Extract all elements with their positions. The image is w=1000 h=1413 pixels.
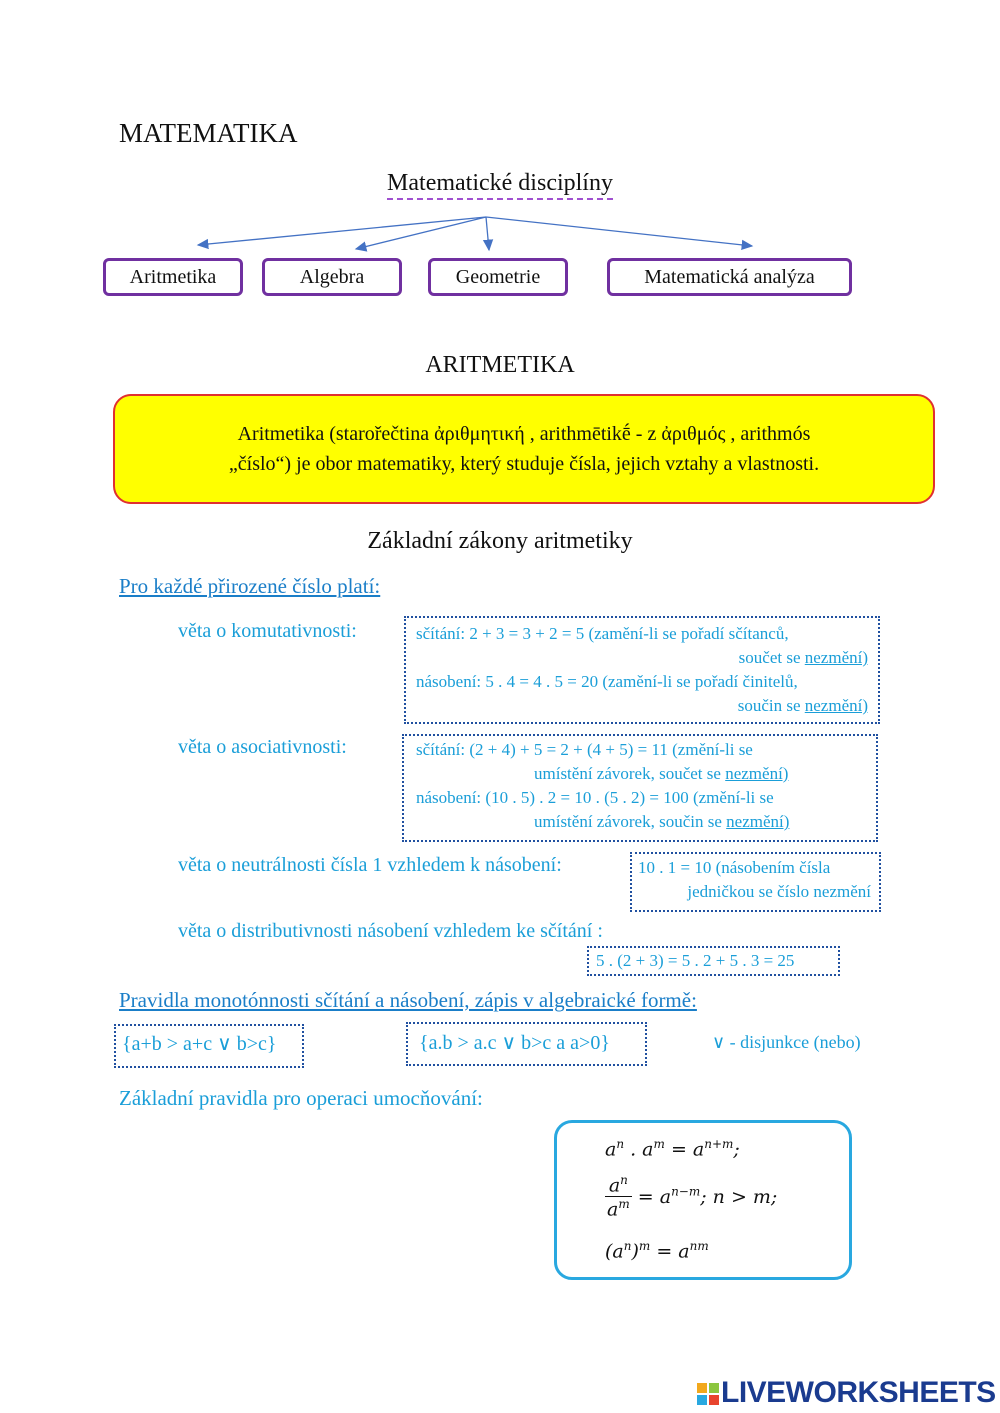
arrow-aritmetika bbox=[198, 217, 486, 245]
powers-formula-box bbox=[554, 1120, 852, 1280]
arrow-algebra bbox=[356, 217, 486, 249]
arrow-geometrie bbox=[486, 217, 489, 250]
distributivnost-label: věta o distributivnosti násobení vzhledem ke sčítání : bbox=[178, 920, 603, 942]
page-title: MATEMATIKA bbox=[119, 118, 298, 148]
aritmetika-title: ARITMETIKA bbox=[425, 352, 575, 378]
arrow-analyza bbox=[486, 217, 752, 246]
neutralnost-label: věta o neutrálnosti čísla 1 vzhledem k násobení: bbox=[178, 854, 562, 876]
liveworksheets-logo: LIVEWORKSHEETS bbox=[697, 1376, 996, 1410]
powers-title: Základní pravidla pro operaci umocňování: bbox=[119, 1086, 483, 1110]
formula-power-rule: $(a^n)^m = a^{nm}$ bbox=[605, 1239, 709, 1263]
disjunkce-note: ∨ - disjunkce (nebo) bbox=[712, 1032, 861, 1052]
discipline-box-geometrie: Geometrie bbox=[428, 258, 568, 296]
asociativnost-box: sčítání: (2 + 4) + 5 = 2 + (4 + 5) = 11 (změní-li se umístění závorek, součet se nezmění) násobení: (10 . 5) . 2 = 10 . (5 . 2) = 100 (změní-li se umístění závorek, součin se nezmění) bbox=[402, 734, 878, 842]
laws-subtitle: Pro každé přirozené číslo platí: bbox=[119, 574, 381, 598]
discipline-box-algebra: Algebra bbox=[262, 258, 402, 296]
monotonnost-rule-sum: {a+b > a+c ∨ b>c} bbox=[114, 1024, 304, 1068]
distributivnost-box: 5 . (2 + 3) = 5 . 2 + 5 . 3 = 25 bbox=[587, 946, 840, 976]
komutativnost-box: sčítání: 2 + 3 = 3 + 2 = 5 (zamění-li se pořadí sčítanců, součet se nezmění) násobení: 5 . 4 = 4 . 5 = 20 (zamění-li se pořadí činitelů, součin se nezmění) bbox=[404, 616, 880, 724]
laws-title: Základní zákony aritmetiky bbox=[367, 528, 633, 554]
formula-product-rule: $a^n$ . $a^m = a^{n+m}$; bbox=[605, 1137, 740, 1161]
neutralnost-box: 10 . 1 = 10 (násobením čísla jedničkou se číslo nezmění bbox=[630, 852, 881, 912]
discipline-box-analyza: Matematická analýza bbox=[607, 258, 852, 296]
discipline-box-aritmetika: Aritmetika bbox=[103, 258, 243, 296]
monotonnost-rule-product: {a.b > a.c ∨ b>c a a>0} bbox=[406, 1022, 647, 1066]
asociativnost-label: věta o asociativnosti: bbox=[178, 736, 347, 758]
disciplines-title: Matematické disciplíny bbox=[0, 170, 1000, 197]
logo-grid-icon bbox=[697, 1383, 719, 1405]
aritmetika-definition: Aritmetika (starořečtina ἀριθμητική , arithmētikḗ - z ἀριθμός , arithmós „číslo“) je obor matematiky, který studuje čísla, jejich vztahy a vlastnosti. bbox=[113, 394, 935, 504]
formula-quotient-rule: $\frac{a^n}{a^m}$ = $a^{n-m}$; n > m; bbox=[607, 1173, 778, 1221]
komutativnost-label: věta o komutativnosti: bbox=[178, 620, 357, 642]
monotonnost-title: Pravidla monotónnosti sčítání a násobení, zápis v algebraické formě: bbox=[119, 988, 697, 1012]
disciplines-arrows bbox=[0, 0, 1000, 300]
